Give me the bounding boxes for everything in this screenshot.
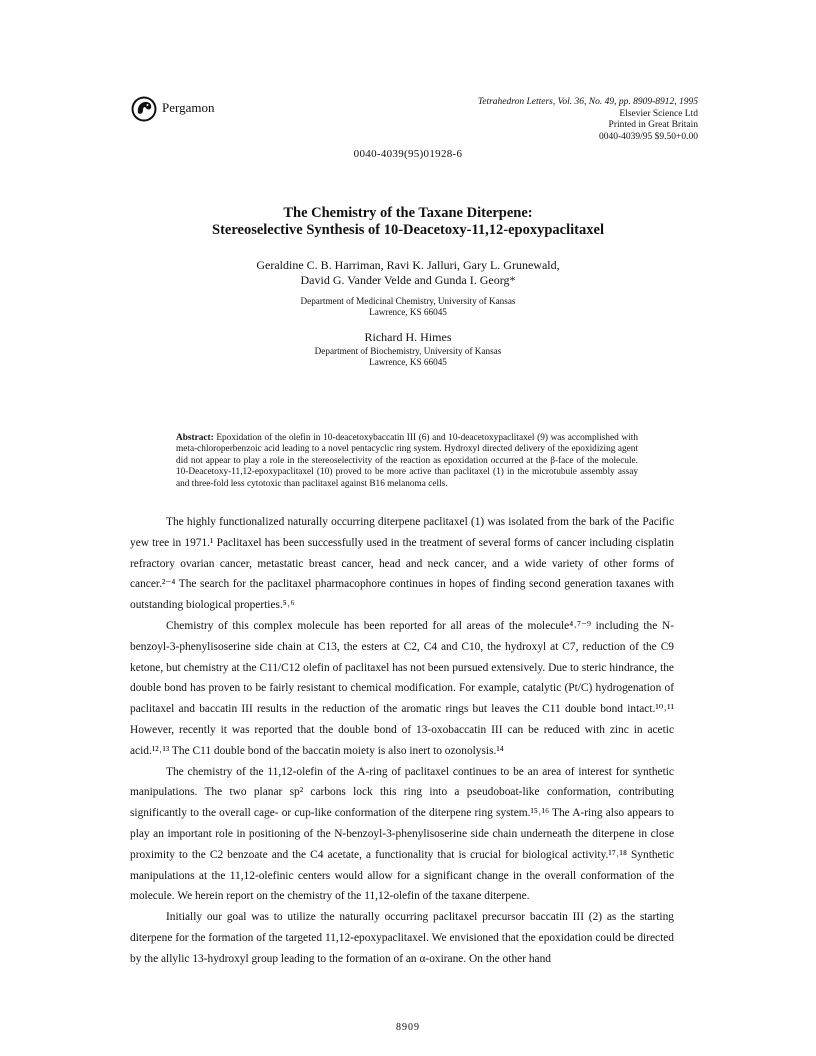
title-line-2: Stereoselective Synthesis of 10-Deacetoxy-11,12-epoxypaclitaxel (212, 221, 604, 238)
affiliation-1-line-1: Department of Medicinal Chemistry, University of Kansas (300, 296, 516, 306)
journal-line-3: Printed in Great Britain (608, 120, 698, 130)
author-list (0, 258, 816, 288)
abstract-text: Epoxidation of the olefin in 10-deacetoxybaccatin III (6) and 10-deacetoxypaclitaxel (9) was accomplished with meta-chloroperbenzoic acid leading to a novel pentacyclic ring system. Hydroxyl directed delivery of the epoxidizing agent did not appear to play a role in the stereoselectivity of the reaction as epoxidation occurred at the β-face of the molecule. 10-Deacetoxy-11,12-epoxypaclitaxel (10) proved to be more active than paclitaxel (1) in the microtubule assembly assay and three-fold less cytotoxic than paclitaxel against B16 melanoma cells. (176, 433, 638, 489)
affiliation-biochemistry (0, 346, 816, 368)
body-text (130, 512, 674, 970)
journal-line-2: Elsevier Science Ltd (619, 108, 698, 119)
journal-citation (398, 97, 698, 143)
journal-line-1: Tetrahedron Letters, Vol. 36, No. 49, pp. 8909-8912, 1995 (477, 97, 698, 107)
paper-title (0, 205, 816, 238)
authors-line-2: David G. Vander Velde and Gunda I. Georg* (300, 273, 516, 287)
page-number: 8909 (396, 1022, 420, 1033)
abstract (176, 433, 638, 490)
paragraph-2: Chemistry of this complex molecule has been reported for all areas of the molecule⁴˒⁷⁻⁹ including the N-benzoyl-3-phenylisoserine side chain at C13, the esters at C2, C4 and C10, the hydroxyl at C7, reduction of the C9 ketone, but chemistry at the C11/C12 olefin of paclitaxel has not been pursued extensively. Due to steric hindrance, the double bond has proven to be fairly resistant to chemical modification. For example, catalytic (Pt/C) hydrogenation of paclitaxel and baccatin III results in the reduction of the aromatic rings but leaves the C11 double bond intact.¹⁰˒¹¹ However, recently it was reported that the double bond of 13-oxobaccatin III can be reduced with zinc in acetic acid.¹²˒¹³ The C11 double bond of the baccatin moiety is also inert to ozonolysis.¹⁴ (130, 619, 674, 757)
affiliation-2-line-1: Department of Biochemistry, University of Kansas (314, 346, 502, 356)
abstract-label: Abstract: (176, 433, 214, 443)
publisher-name: Pergamon (162, 100, 215, 115)
author-himes: Richard H. Himes (364, 330, 452, 344)
affiliation-medicinal-chemistry (0, 296, 816, 318)
doi-code: 0040-4039(95)01928-6 (353, 148, 463, 160)
paragraph-4: Initially our goal was to utilize the naturally occurring paclitaxel precursor baccatin III (2) as the starting diterpene for the formation of the targeted 11,12-epoxypaclitaxel. We envisioned that the epoxidation could be directed by the allylic 13-hydroxyl group leading to the formation of an α-oxirane. On the other hand (130, 911, 674, 965)
affiliation-2-line-2: Lawrence, KS 66045 (369, 357, 447, 367)
journal-line-4: 0040-4039/95 $9.50+0.00 (598, 131, 698, 142)
pergamon-logo-icon (131, 96, 157, 122)
paragraph-1: The highly functionalized naturally occurring diterpene paclitaxel (1) was isolated from the bark of the Pacific yew tree in 1971.¹ Paclitaxel has been successfully used in the treatment of several forms of cancer including cisplatin refractory ovarian cancer, metastatic breast cancer, head and neck cancer, and a wide variety of other forms of cancer.²⁻⁴ The search for the paclitaxel pharmacophore continues in hopes of finding second generation taxanes with outstanding biological properties.⁵˒⁶ (130, 516, 674, 612)
affiliation-1-line-2: Lawrence, KS 66045 (369, 307, 447, 317)
paragraph-3: The chemistry of the 11,12-olefin of the A-ring of paclitaxel continues to be an area of interest for synthetic manipulations. The two planar sp² carbons lock this ring into a pseudoboat-like conformation, contributing significantly to the overall cage- or cup-like conformation of the diterpene ring system.¹⁵˒¹⁶ The A-ring also appears to play an important role in positioning of the N-benzoyl-3-phenylisoserine side chain underneath the diterpene in close proximity to the C2 benzoate and the C4 acetate, a functionality that is crucial for biological activity.¹⁷˒¹⁸ Synthetic manipulations at the 11,12-olefinic centers would allow for a significant change in the overall conformation of the molecule. We herein report on the chemistry of the 11,12-olefin of the taxane diterpene. (130, 765, 674, 903)
authors-line-1: Geraldine C. B. Harriman, Ravi K. Jalluri, Gary L. Grunewald, (256, 258, 560, 272)
title-line-1: The Chemistry of the Taxane Diterpene: (283, 205, 533, 221)
